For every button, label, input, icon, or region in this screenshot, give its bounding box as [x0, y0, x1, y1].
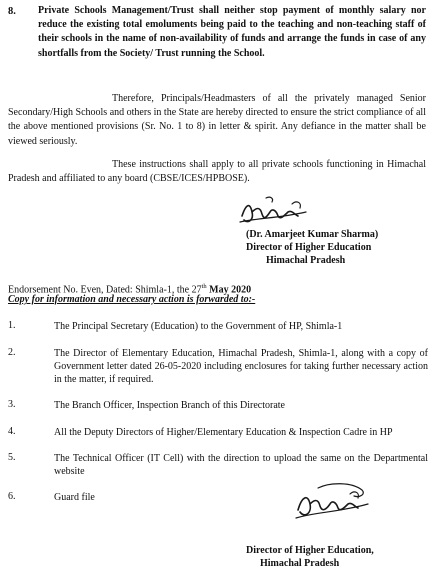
handwritten-signature-icon: [236, 194, 316, 232]
item-8-number: 8.: [8, 6, 16, 17]
signatory-location: Himachal Pradesh: [266, 255, 346, 266]
recipient-1-text: The Principal Secretary (Education) to the Government of HP, Shimla-1: [54, 321, 343, 332]
recipient-2-text: The Director of Elementary Education, Himachal Pradesh, Shimla-1, along with a copy of Government letter dated 26-05-2020 including enclosures for taking further necessary action in the matter, if required.: [54, 348, 428, 385]
directive-paragraph: Therefore, Principals/Headmasters of all the privately managed Senior Secondary/High Schools and others in the State are hereby directed to ensure the strict compliance of all the above mentioned provisions (Sr. No. 1 to 8) in letter & spirit. Any defiance in the matter shall be viewed seriously.: [8, 93, 426, 147]
signature-block-2: [246, 544, 374, 570]
signatory-2-designation: Director of Higher Education,: [246, 545, 374, 556]
endorsement-line: Endorsement No. Even, Dated: Shimla-1, the 27th May 2020: [8, 283, 252, 296]
recipient-1-number: 1.: [8, 320, 16, 331]
recipient-3-number: 3.: [8, 399, 16, 410]
recipient-4-text: All the Deputy Directors of Higher/Elementary Education & Inspection Cadre in HP: [54, 427, 393, 438]
item-8-text: Private Schools Management/Trust shall neither stop payment of monthly salary nor reduce the existing total emoluments being paid to the teaching and non-teaching staff of their schools in the name of non-availability of funds and arrange the funds in case of any shortfalls from the Society/ Trust running the School.: [38, 5, 426, 59]
copy-forward-line: Copy for information and necessary action is forwarded to:-: [8, 294, 256, 305]
signature-block-1: [246, 228, 378, 267]
recipient-6-text: Guard file: [54, 492, 95, 503]
recipient-5-text: The Technical Officer (IT Cell) with the direction to upload the same on the Departmental website: [54, 453, 428, 477]
recipient-3-text: The Branch Officer, Inspection Branch of this Directorate: [54, 400, 285, 411]
recipient-4-number: 4.: [8, 426, 16, 437]
recipient-6-number: 6.: [8, 491, 16, 502]
signatory-2-location: Himachal Pradesh: [260, 558, 340, 569]
signatory-designation: Director of Higher Education: [246, 242, 372, 253]
recipient-2-number: 2.: [8, 347, 16, 358]
handwritten-signature-icon: [290, 480, 380, 528]
recipient-5-number: 5.: [8, 452, 16, 463]
applicability-paragraph: These instructions shall apply to all private schools functioning in Himachal Pradesh and affiliated to any board (CBSE/ICES/HPBOSE).: [8, 159, 426, 185]
signatory-name: (Dr. Amarjeet Kumar Sharma): [246, 229, 379, 240]
